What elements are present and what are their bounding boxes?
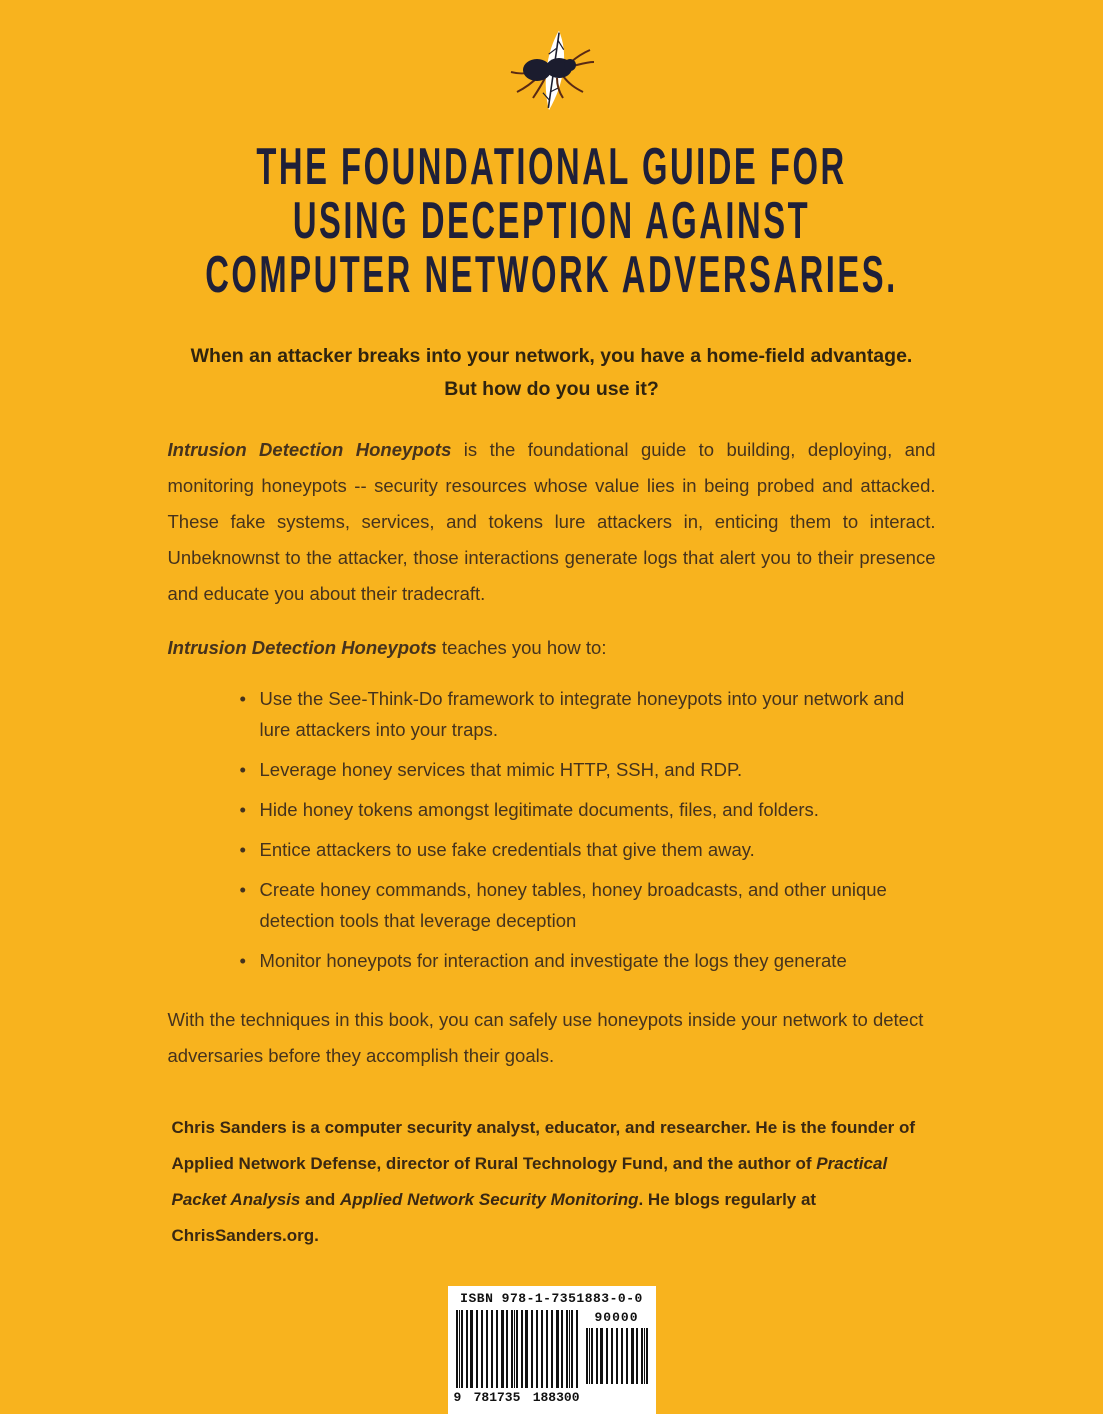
subhead-line-1: When an attacker breaks into your network, you have a home-field advantage. — [190, 345, 913, 367]
ean-digit-prefix: 9 — [453, 1390, 462, 1405]
bullet-marker: • — [239, 759, 246, 780]
bullet-item — [240, 834, 936, 865]
ean-group-2: 188300 — [532, 1390, 580, 1405]
bio-text-3: . He blogs regularly at ChrisSanders.org. — [171, 1190, 817, 1245]
bullet-item — [240, 794, 936, 825]
body-content — [168, 432, 936, 1254]
bullet-text: Create honey commands, honey tables, honey broadcasts, and other unique detection tools that leverage deception — [259, 879, 887, 931]
ant-on-feather-icon — [493, 28, 611, 112]
intro-paragraph — [168, 432, 936, 612]
bullet-text: Entice attackers to use fake credentials that give them away. — [259, 839, 755, 860]
isbn-number-label: ISBN 978-1-7351883-0-0 — [460, 1291, 643, 1306]
logo-container — [0, 0, 1103, 112]
bio-text-2: and — [300, 1190, 341, 1209]
bullet-text: Hide honey tokens amongst legitimate documents, files, and folders. — [259, 799, 819, 820]
headline-line-3: COMPUTER NETWORK ADVERSARIES. — [205, 246, 898, 304]
book-title-teaches: Intrusion Detection Honeypots — [167, 636, 437, 658]
bullet-text: Use the See-Think-Do framework to integrate honeypots into your network and lure attackers into your traps. — [259, 688, 905, 740]
headline-line-1: THE FOUNDATIONAL GUIDE FOR — [256, 138, 847, 196]
bullet-marker: • — [239, 799, 246, 820]
feature-bullet-list — [168, 683, 936, 976]
bullet-text: Monitor honeypots for interaction and investigate the logs they generate — [259, 950, 847, 971]
bullet-marker: • — [239, 688, 246, 709]
bullet-item — [240, 754, 936, 785]
intro-text: is the foundational guide to building, deploying, and monitoring honeypots -- security resources whose value lies in being probed and attacked. These fake systems, services, and tokens lure attackers in, enticing them to interact. Unbeknownst to the attacker, those interactions generate logs that alert you to their presence and educate you about their tradecraft. — [167, 439, 936, 604]
subhead — [0, 340, 1103, 406]
subhead-line-2: But how do you use it? — [444, 378, 659, 400]
bio-book-title-1: Practical Packet Analysis — [171, 1154, 888, 1209]
bullet-item — [240, 683, 936, 745]
author-bio — [168, 1110, 936, 1254]
closing-paragraph: With the techniques in this book, you can safely use honeypots inside your network to detect adversaries before they accomplish their goals. — [167, 1009, 924, 1066]
ean-group-1: 781735 — [473, 1390, 521, 1405]
headline — [0, 140, 1103, 302]
bullet-marker: • — [239, 839, 246, 860]
teaches-line — [168, 631, 936, 665]
bio-text-1: Chris Sanders is a computer security analyst, educator, and researcher. He is the founder of Applied Network Defense, director of Rural Technology Fund, and the author of — [171, 1118, 916, 1173]
ean13-digits — [454, 1390, 580, 1405]
book-title-intro: Intrusion Detection Honeypots — [167, 439, 452, 460]
price-addon-code: 90000 — [594, 1310, 639, 1325]
bullet-item — [240, 874, 936, 936]
bullet-item — [240, 945, 936, 976]
headline-line-2: USING DECEPTION AGAINST — [292, 192, 811, 250]
teaches-text: teaches you how to: — [436, 636, 607, 658]
ean13-barcode — [456, 1310, 578, 1388]
isbn-barcode-block — [448, 1286, 656, 1414]
bullet-marker: • — [239, 879, 246, 900]
bio-book-title-2: Applied Network Security Monitoring — [340, 1190, 639, 1209]
bullet-text: Leverage honey services that mimic HTTP, SSH, and RDP. — [259, 759, 743, 780]
bullet-marker: • — [239, 950, 246, 971]
ean5-addon-barcode — [586, 1328, 648, 1384]
